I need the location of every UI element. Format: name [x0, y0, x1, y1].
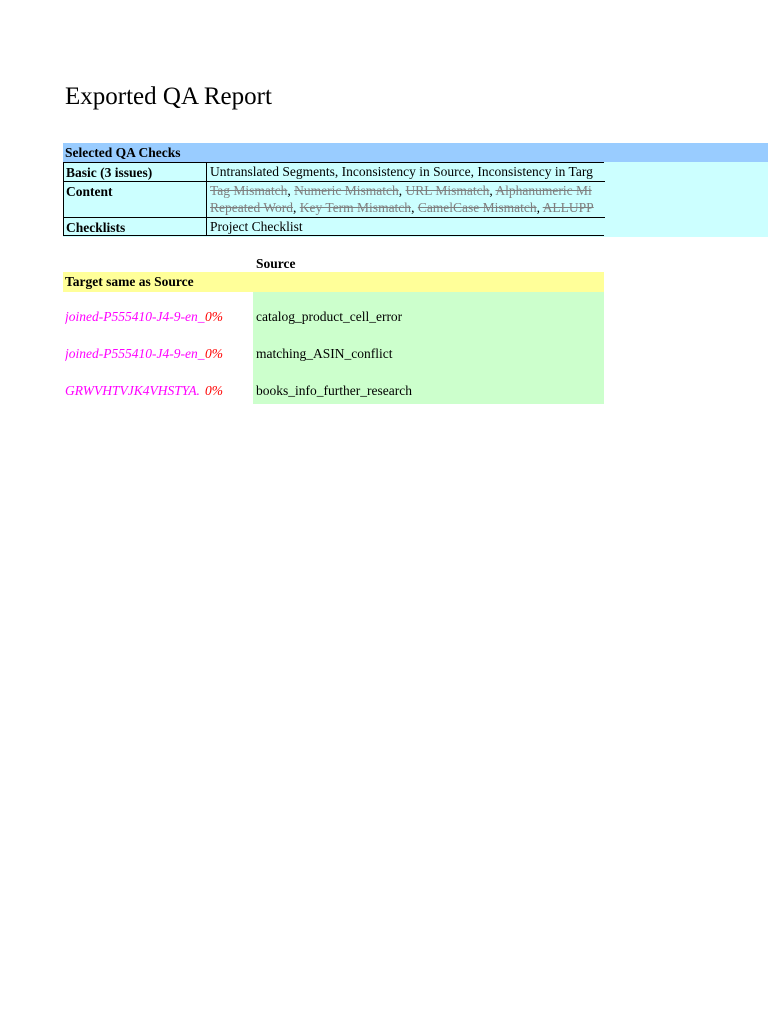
source-text: books_info_further_research [256, 383, 412, 398]
report-title: Exported QA Report [65, 83, 272, 110]
check-key-term-mismatch: Key Term Mismatch [299, 200, 412, 215]
basic-checks-value: Untranslated Segments, Inconsistency in Source, Inconsistency in Targ [210, 164, 593, 179]
checks-row-basic [64, 163, 605, 182]
check-alphanumeric-mismatch: Alphanumeric Mi [495, 183, 592, 198]
match-percentage: 0% [205, 309, 223, 324]
selected-qa-checks-header [63, 143, 768, 162]
basic-checks-label: Basic (3 issues) [64, 163, 207, 181]
check-repeated-word: Repeated Word [210, 200, 294, 215]
source-text: catalog_product_cell_error [256, 309, 403, 324]
checks-row-checklists [64, 218, 605, 236]
file-name-link[interactable]: joined-P555410-J4-9-en_ [65, 346, 205, 361]
target-same-as-source-header [63, 272, 604, 292]
content-checks-value [208, 182, 605, 217]
result-row [63, 292, 604, 329]
checklists-value: Project Checklist [210, 219, 303, 234]
match-percentage: 0% [205, 383, 223, 398]
checklists-label: Checklists [64, 218, 207, 236]
source-column-heading: Source [256, 256, 296, 271]
file-name-link[interactable]: joined-P555410-J4-9-en_ [65, 309, 205, 324]
issue-group-label: Target same as Source [65, 274, 194, 289]
file-name-link[interactable]: GRWVHTVJK4VHSTYA. [65, 383, 200, 398]
check-tag-mismatch: Tag Mismatch [210, 183, 288, 198]
content-checks-label: Content [64, 182, 207, 217]
check-alluppercase: ALLUPP [542, 200, 594, 215]
match-percentage: 0% [205, 346, 223, 361]
result-row [63, 329, 604, 366]
source-text: matching_ASIN_conflict [256, 346, 393, 361]
check-numeric-mismatch: Numeric Mismatch [294, 183, 399, 198]
content-checks-line-1: Tag Mismatch, Numeric Mismatch, URL Mismatch, Alphanumeric Mi [210, 183, 592, 198]
check-camelcase-mismatch: CamelCase Mismatch [417, 200, 537, 215]
result-row [63, 366, 604, 403]
content-checks-line-2: Repeated Word, Key Term Mismatch, CamelCase Mismatch, ALLUPP [210, 200, 594, 215]
check-url-mismatch: URL Mismatch [405, 183, 490, 198]
qa-checks-table [63, 162, 604, 236]
checks-row-content [64, 182, 605, 218]
selected-qa-checks-title: Selected QA Checks [65, 145, 181, 160]
